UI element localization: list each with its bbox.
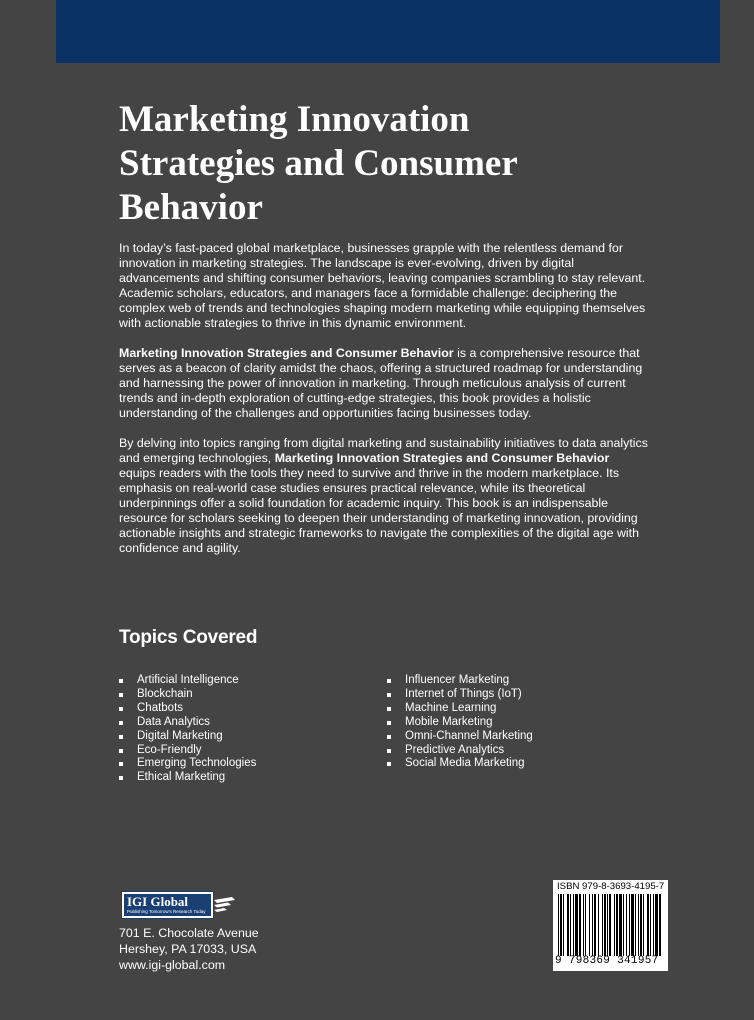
bullet-icon [119, 735, 123, 739]
book-title [119, 98, 639, 230]
bullet-icon [119, 762, 123, 766]
barcode-bar [573, 894, 574, 956]
bullet-icon [387, 721, 391, 725]
description-paragraph-3 [119, 436, 649, 556]
logo-name: IGI Global [127, 894, 189, 909]
topic-label: Eco-Friendly [137, 743, 202, 756]
barcode-bar [560, 894, 562, 956]
barcode-bar [647, 894, 649, 956]
bullet-icon [387, 679, 391, 683]
topic-item [119, 674, 256, 688]
barcode-bar [570, 894, 571, 956]
topic-label: Artificial Intelligence [137, 674, 239, 686]
barcode-bar [629, 894, 630, 956]
logo-wing-icon [214, 896, 236, 914]
barcode-bar [589, 894, 590, 956]
topic-label: Predictive Analytics [405, 743, 505, 756]
topic-label: Influencer Marketing [405, 674, 510, 686]
topic-item [119, 744, 256, 758]
topic-label: Chatbots [137, 701, 184, 714]
barcode-bar [594, 894, 596, 956]
barcode-bar [655, 894, 658, 956]
barcode-bar [563, 894, 564, 956]
barcode-bar [604, 894, 606, 956]
barcode-bar [631, 894, 634, 956]
address-city: Hershey, PA 17033, USA [119, 942, 257, 956]
bullet-icon [119, 749, 123, 753]
topic-label: Internet of Things (IoT) [405, 687, 522, 700]
topic-item [119, 757, 256, 771]
isbn-label: ISBN 979-8-3693-4195-7 [557, 881, 665, 892]
topic-item [387, 730, 533, 744]
bullet-icon [387, 735, 391, 739]
barcode-bar [558, 894, 559, 956]
barcode-bar [592, 894, 593, 956]
title-line-1: Marketing Innovation [119, 99, 470, 140]
description-paragraph-2 [119, 346, 649, 421]
barcode-bar [626, 894, 627, 956]
barcode-digits: 9 798369 341957 [555, 955, 659, 967]
topic-item [387, 744, 533, 758]
bullet-icon [387, 693, 391, 697]
topic-label: Machine Learning [405, 701, 497, 714]
topic-label: Mobile Marketing [405, 715, 493, 728]
bullet-icon [387, 707, 391, 711]
title-line-2: Strategies and Consumer [119, 143, 518, 184]
paragraph-3-text: equips readers with the tools they need to survive and thrive in the modern marketplace. Its emphasis on real-world case studies ensures practical relevance, while its theoretical underpinnings offer a solid foundation for academic inquiry. This book is an indispensable resource for scholars seeking to deepen their understanding of marketing innovation, providing actionable insights and strategic frameworks to navigate the complexities of the digital age with confidence and agility. [119, 466, 640, 555]
bullet-icon [119, 776, 123, 780]
barcode-bar [598, 894, 599, 956]
barcode-bar [575, 894, 578, 956]
publisher-logo [121, 891, 214, 919]
bullet-icon [119, 707, 123, 711]
topics-heading: Topics Covered [119, 627, 258, 648]
topic-item [119, 730, 256, 744]
logo-background [124, 894, 211, 916]
topic-item [119, 716, 256, 730]
topic-label: Emerging Technologies [137, 757, 257, 770]
topic-label: Blockchain [137, 687, 193, 700]
bullet-icon [119, 693, 123, 697]
barcode-bar [638, 894, 639, 956]
topic-item [387, 702, 533, 716]
isbn-barcode [553, 880, 668, 971]
publisher-address [119, 925, 259, 973]
barcode-bar [623, 894, 624, 956]
barcode-bar [607, 894, 608, 956]
barcode-bar [614, 894, 615, 956]
barcode-bar [635, 894, 636, 956]
topic-label: Social Media Marketing [405, 757, 525, 770]
barcode-bar [567, 894, 569, 956]
barcode-bar [583, 894, 584, 956]
topic-item [119, 688, 256, 702]
barcode-bar [653, 894, 654, 956]
logo-tagline: Publishing Tomorrow's Research Today [127, 909, 206, 914]
publisher-website: www.igi-global.com [119, 958, 226, 972]
topic-label: Data Analytics [137, 715, 210, 728]
title-line-3: Behavior [119, 187, 263, 228]
topic-item [119, 771, 256, 785]
topic-label: Omni-Channel Marketing [405, 729, 533, 742]
topic-item [387, 716, 533, 730]
topics-list-left [119, 674, 256, 785]
topic-item [387, 688, 533, 702]
book-title-inline: Marketing Innovation Strategies and Consumer Behavior [274, 451, 610, 465]
barcode-bar [643, 894, 644, 956]
barcode-bar [640, 894, 642, 956]
topic-item [387, 757, 533, 771]
bullet-icon [119, 721, 123, 725]
paragraph-2-text: is a comprehensive resource that serves as a beacon of clarity amidst the chaos, offering a structured roadmap for understanding and harnessing the power of innovation in marketing. Through meticulous analysis of current trends and in-depth exploration of cutting-edge strategies, this book provides a holistic understanding of the challenges and opportunities facing businesses today. [119, 346, 643, 420]
bullet-icon [119, 679, 123, 683]
barcode-bar [609, 894, 611, 956]
barcode-bar [579, 894, 581, 956]
barcode-bar [616, 894, 618, 956]
description-paragraph-1: In today’s fast-paced global marketplace, businesses grapple with the relentless demand for innovation in marketing strategies. The landscape is ever-evolving, driven by digital advancements and shifting consumer behaviors, leaving companies scrambling to stay relevant. Academic scholars, educators, and managers face a formidable challenge: deciphering the complex web of trends and technologies shaping modern marketing while equipping themselves with actionable strategies to thrive in this dynamic environment. [119, 241, 646, 330]
barcode-bar [619, 894, 622, 956]
topic-label: Digital Marketing [137, 729, 223, 742]
barcode-bar [585, 894, 586, 956]
topics-list-right [387, 674, 533, 771]
book-title-inline: Marketing Innovation Strategies and Consumer Behavior [119, 346, 454, 360]
book-description [119, 241, 649, 571]
barcode-bar [659, 894, 661, 956]
top-color-band [56, 0, 720, 63]
bullet-icon [387, 749, 391, 753]
topic-item [119, 702, 256, 716]
topic-label: Ethical Marketing [137, 771, 226, 784]
paragraph-3-start: By delving into topics ranging from digital marketing and sustainability initiatives to data analytics and emerging technologies, [119, 436, 648, 465]
barcode-bars [557, 894, 665, 956]
barcode-bar [602, 894, 603, 956]
address-street: 701 E. Chocolate Avenue [119, 926, 259, 940]
topic-item [387, 674, 533, 688]
barcode-bar [650, 894, 651, 956]
bullet-icon [387, 762, 391, 766]
